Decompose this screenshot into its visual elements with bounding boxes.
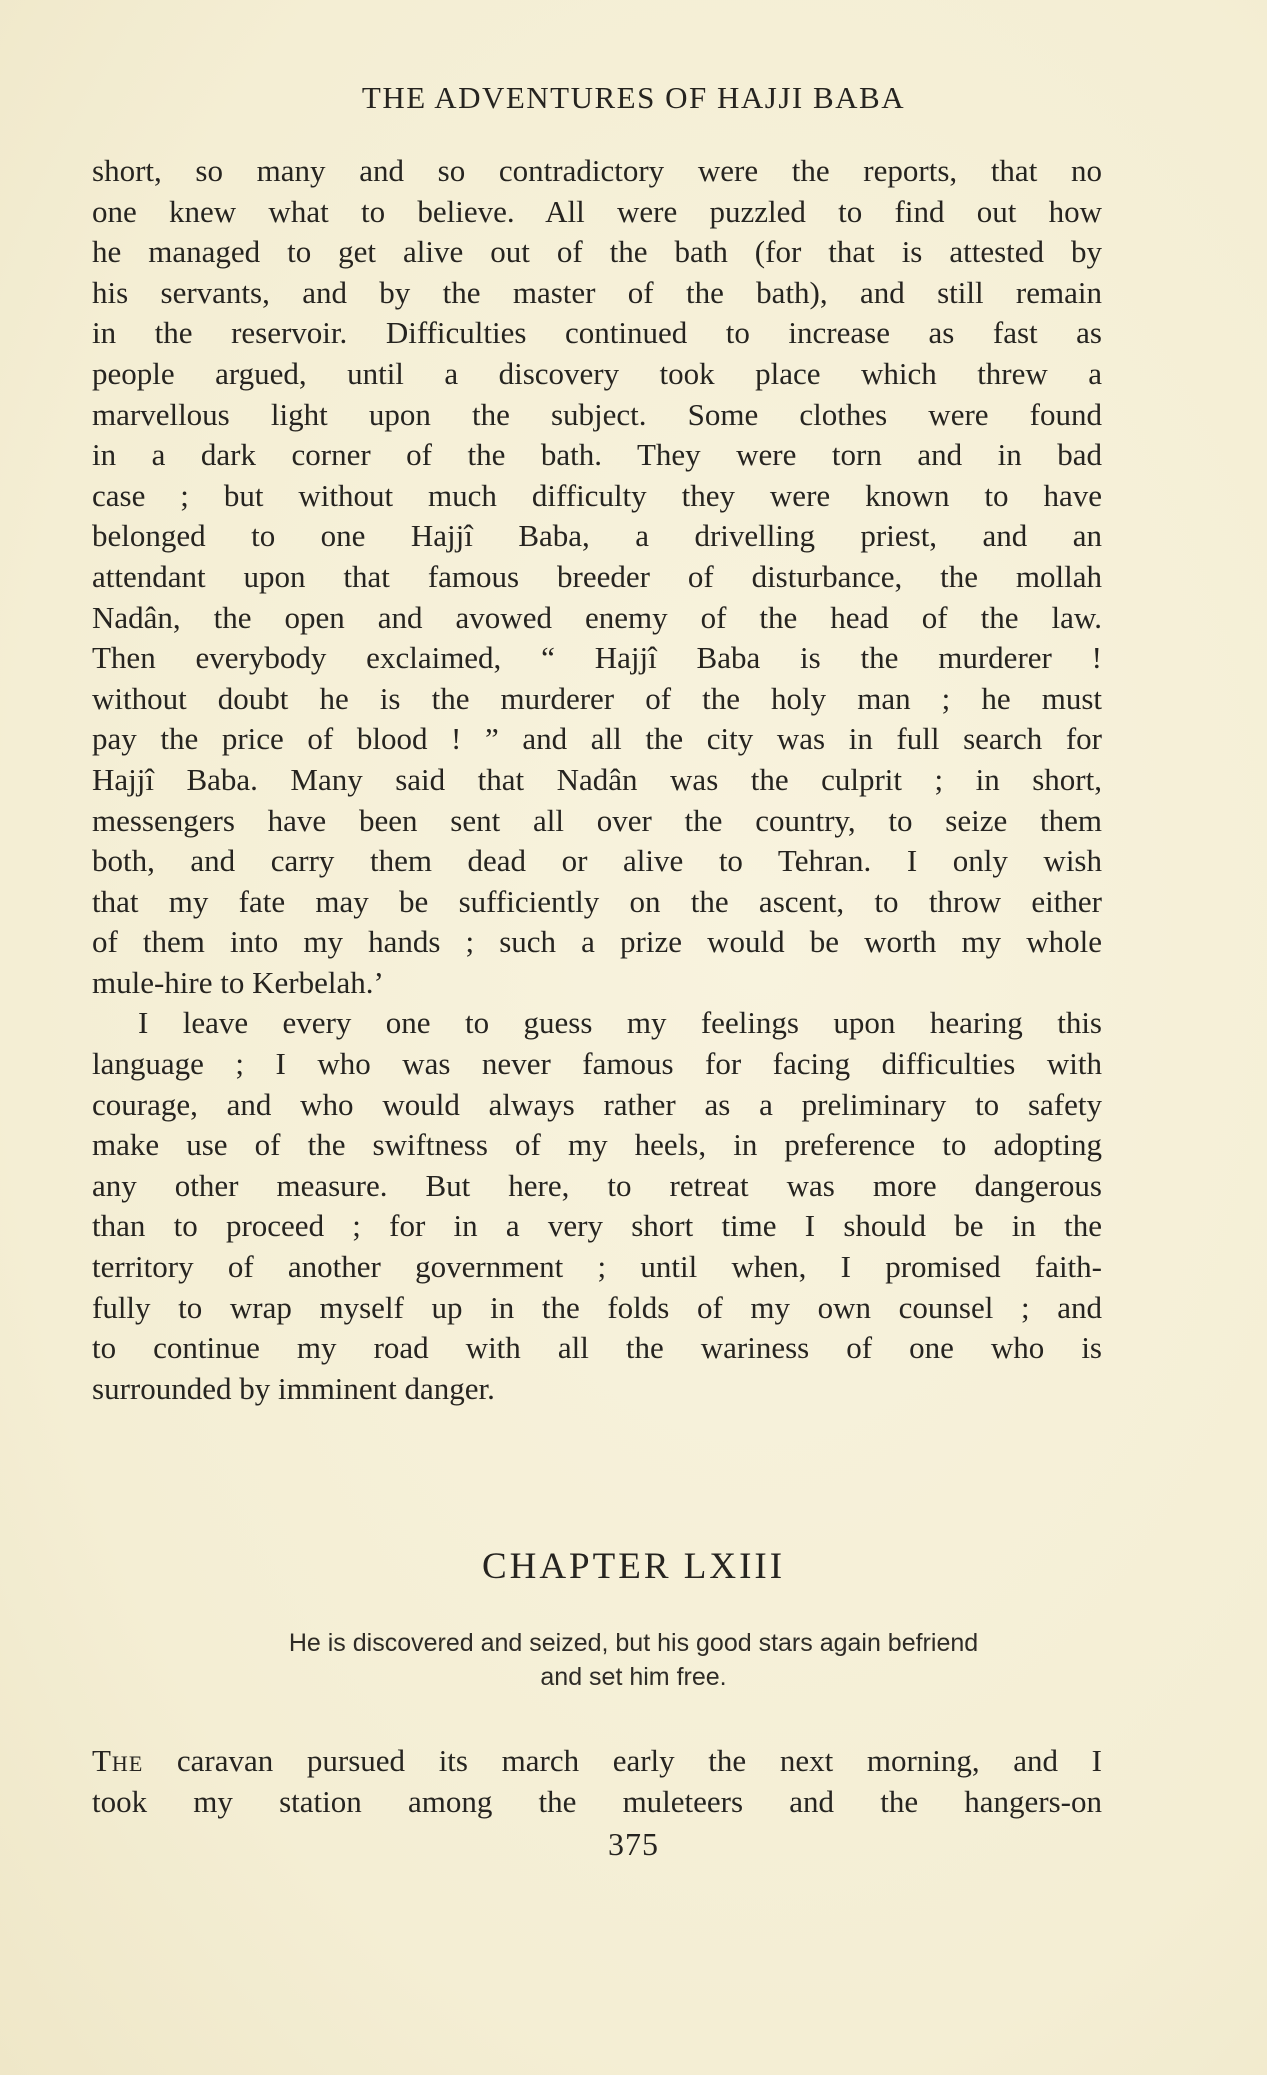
text-line: messengers have been sent all over the country, to seize them (92, 802, 1102, 838)
text-line: surrounded by imminent danger. (92, 1370, 495, 1406)
text-line: short, so many and so contradictory were the reports, that no (92, 153, 1102, 188)
text-line: in the reservoir. Difficulties continued to increase as fast as (92, 315, 1102, 351)
text-line: to continue my road with all the wariness of one who is (92, 1330, 1102, 1366)
chapter-opening-text (92, 1741, 1102, 1822)
text-line: Then everybody exclaimed, “ Hajjî Baba is the murderer ! (92, 640, 1102, 676)
page-number: 375 (608, 1826, 659, 1862)
text-line: language ; I who was never famous for facing difficulties with (92, 1046, 1102, 1082)
opening-line-rest: caravan pursued its march early the next morning, and I (143, 1743, 1102, 1778)
chapter-summary-line: He is discovered and seized, but his good stars again befriend (288, 1629, 979, 1657)
text-line: both, and carry them dead or alive to Tehran. I only wish (92, 843, 1102, 879)
text-line: belonged to one Hajjî Baba, a drivelling priest, and an (92, 518, 1102, 554)
chapter-summary (0, 1626, 1267, 1694)
text-line: Hajjî Baba. Many said that Nadân was the culprit ; in short, (92, 761, 1102, 797)
main-text-block (92, 151, 1102, 1409)
running-head: THE ADVENTURES OF HAJJI BABA (361, 80, 906, 115)
text-line (92, 1741, 1102, 1782)
text-line: people argued, until a discovery took place which threw a (92, 355, 1102, 391)
chapter-title: CHAPTER LXIII (481, 1546, 786, 1587)
text-line: I leave every one to guess my feelings upon hearing this (138, 1005, 1102, 1041)
text-line: make use of the swiftness of my heels, in preference to adopting (92, 1127, 1102, 1163)
text-line: pay the price of blood ! ” and all the city was in full search for (92, 721, 1102, 757)
chapter-summary-line: and set him free. (540, 1663, 727, 1691)
text-line: took my station among the muleteers and the hangers-on (92, 1783, 1102, 1819)
text-line: that my fate may be sufficiently on the ascent, to throw either (92, 883, 1102, 919)
text-line: attendant upon that famous breeder of disturbance, the mollah (92, 558, 1102, 594)
text-line: he managed to get alive out of the bath (for that is attested by (92, 234, 1102, 270)
text-line: courage, and who would always rather as a preliminary to safety (92, 1086, 1102, 1122)
opening-word: The (92, 1743, 144, 1778)
text-line: his servants, and by the master of the bath), and still remain (92, 274, 1102, 310)
text-line: one knew what to believe. All were puzzled to find out how (92, 193, 1102, 229)
text-line: fully to wrap myself up in the folds of my own counsel ; and (92, 1289, 1102, 1325)
text-line: of them into my hands ; such a prize would be worth my whole (92, 924, 1102, 960)
text-line: without doubt he is the murderer of the holy man ; he must (92, 680, 1102, 716)
text-line: case ; but without much difficulty they were known to have (92, 477, 1102, 513)
text-line: any other measure. But here, to retreat was more dangerous (92, 1167, 1102, 1203)
text-line: mule-hire to Kerbelah.’ (92, 964, 384, 1000)
text-line: marvellous light upon the subject. Some clothes were found (92, 396, 1102, 432)
text-line: in a dark corner of the bath. They were torn and in bad (92, 437, 1102, 473)
text-line: territory of another government ; until when, I promised faith- (92, 1249, 1102, 1285)
text-line: than to proceed ; for in a very short time I should be in the (92, 1208, 1102, 1244)
text-line: Nadân, the open and avowed enemy of the head of the law. (92, 599, 1102, 635)
